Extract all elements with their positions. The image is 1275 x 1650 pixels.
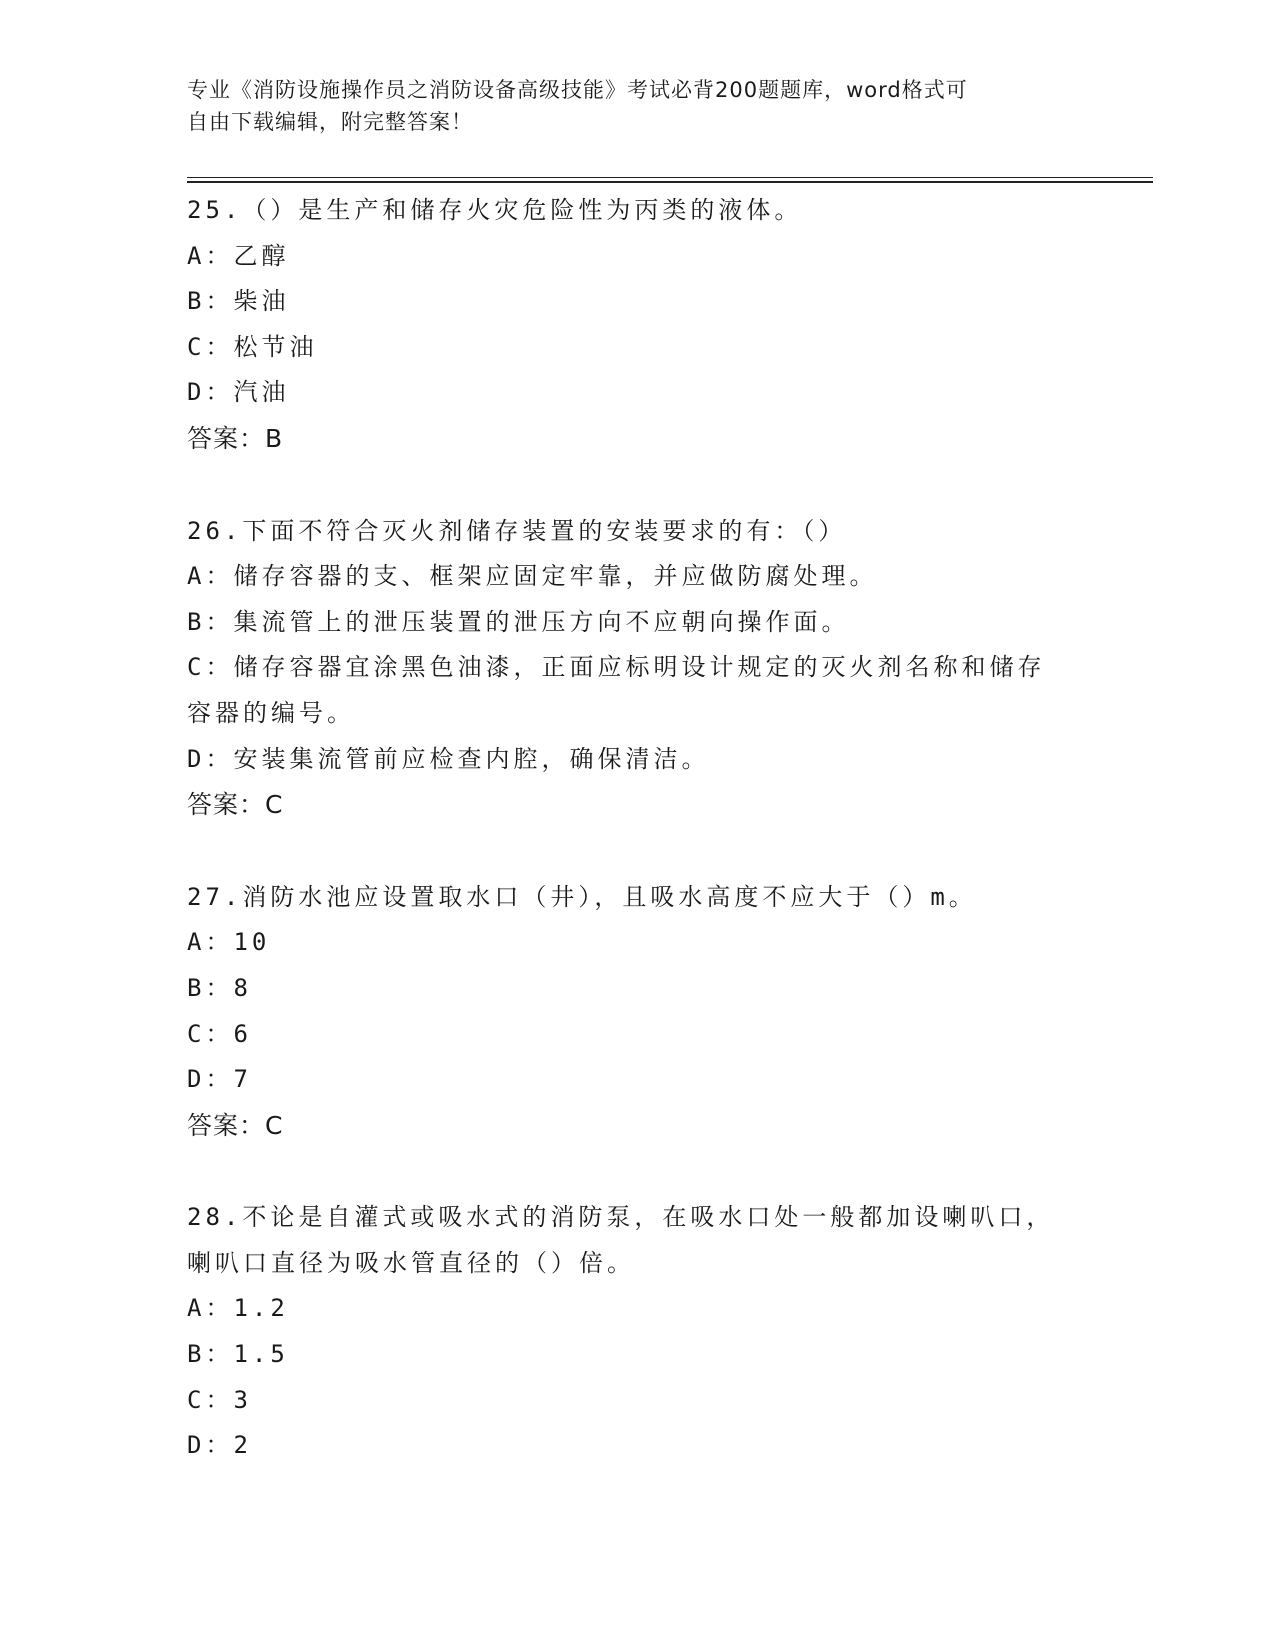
question-stem: 25.（）是生产和储存火灾危险性为丙类的液体。 <box>187 196 803 224</box>
question-stem-continued: 喇叭口直径为吸水管直径的（）倍。 <box>187 1248 635 1277</box>
option-d: D：7 <box>187 1065 252 1094</box>
question-stem: 26.下面不符合灭火剂储存装置的安装要求的有：（） <box>187 516 847 545</box>
question-27 <box>187 875 1087 1149</box>
answer-label: 答案：B <box>187 423 284 453</box>
question-gap <box>187 462 1087 509</box>
question-25 <box>187 188 1087 462</box>
option-b: B：1.5 <box>187 1340 289 1369</box>
option-a: A：10 <box>187 928 271 957</box>
option-a: A：储存容器的支、框架应固定牢靠，并应做防腐处理。 <box>187 562 878 591</box>
header-divider-thick <box>187 181 1153 183</box>
header-line-2: 自由下载编辑，附完整答案！ <box>187 110 473 134</box>
question-gap <box>187 1148 1087 1195</box>
question-26 <box>187 509 1087 828</box>
option-c: C：6 <box>187 1019 252 1048</box>
option-d: D：汽油 <box>187 378 290 407</box>
option-d: D：2 <box>187 1431 252 1460</box>
header-line-1: 专业《消防设施操作员之消防设备高级技能》考试必背200题题库，word格式可 <box>187 78 968 102</box>
option-b: B：柴油 <box>187 287 290 316</box>
option-b: B：集流管上的泄压装置的泄压方向不应朝向操作面。 <box>187 607 850 636</box>
option-c: C：3 <box>187 1385 252 1414</box>
header-divider-thin <box>187 177 1153 178</box>
question-stem: 28.不论是自灌式或吸水式的消防泵，在吸水口处一般都加设喇叭口， <box>187 1203 1055 1232</box>
question-gap <box>187 828 1087 875</box>
question-list <box>187 188 1087 1469</box>
answer-label: 答案：C <box>187 790 284 820</box>
option-a: A：1.2 <box>187 1294 289 1323</box>
answer-label: 答案：C <box>187 1110 284 1140</box>
question-stem: 27.消防水池应设置取水口（井），且吸水高度不应大于（）m。 <box>187 882 977 911</box>
option-c: C：储存容器宜涂黑色油漆，正面应标明设计规定的灭火剂名称和储存 <box>187 653 1046 682</box>
document-header <box>187 74 1087 138</box>
option-b: B：8 <box>187 973 252 1002</box>
option-c: C：松节油 <box>187 332 318 361</box>
option-a: A：乙醇 <box>187 241 290 270</box>
option-c-continued: 容器的编号。 <box>187 698 355 727</box>
option-d: D：安装集流管前应检查内腔，确保清洁。 <box>187 744 710 773</box>
question-28 <box>187 1195 1087 1469</box>
